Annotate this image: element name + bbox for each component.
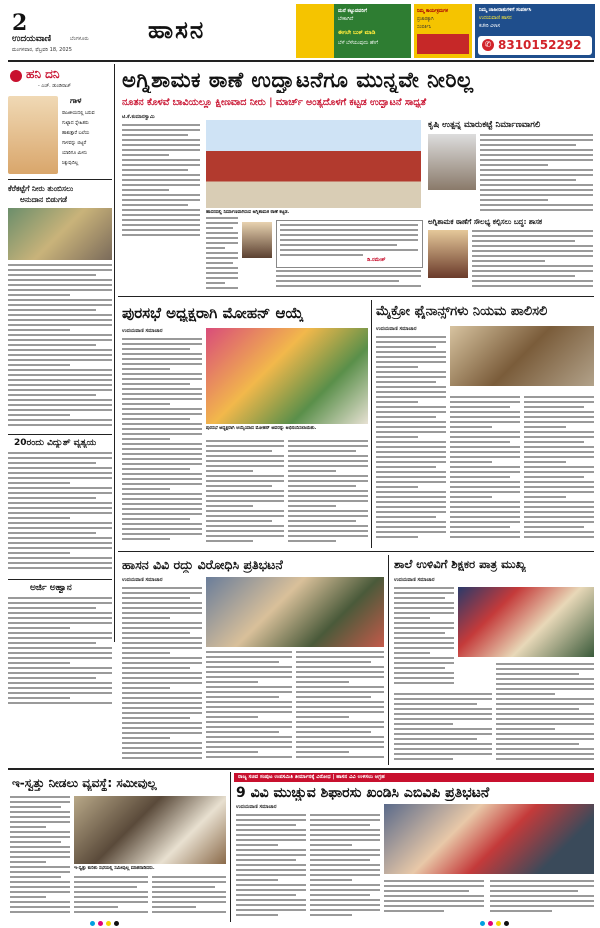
column-divider xyxy=(388,555,389,765)
masthead-rule xyxy=(8,60,594,62)
story4-body xyxy=(8,597,112,707)
micro-body-col3 xyxy=(524,396,594,544)
mohan-caption: ಪುರಸಭೆ ಅಧ್ಯಕ್ಷರಾಗಿ ಆಯ್ಕೆಯಾದ ಮೋಹನ್ ಅವರನ್ನು ಅಭಿನಂದಿಸಲಾಯಿತು. xyxy=(206,426,317,431)
school-byline: ಉದಯವಾಣಿ ಸಮಾಚಾರ xyxy=(394,577,435,583)
lead-photo-caption: ಹಾಸನದಲ್ಲಿ ನಿರ್ಮಾಣವಾಗಿರುವ ಅಗ್ನಿಶಾಮಕ ಠಾಣೆ ಕಟ್ಟಡ. xyxy=(206,210,290,215)
quote-text xyxy=(280,224,418,258)
ad1-line-2: ಬೇಕಾಗಿದೆ xyxy=(338,16,354,22)
story-vv xyxy=(118,555,386,795)
divider xyxy=(118,551,594,552)
column-divider xyxy=(114,64,115,642)
abvp-kicker: ರಾಜ್ಯ ಸಚಿವ ಸಂಪುಟ ಉಪಸಮಿತಿ ತೀರ್ಮಾನಕ್ಕೆ ವಿರೋಧ | ಹಾಸನ ವಿವಿ ಉಳಿಸಲು ಆಗ್ರಹ xyxy=(234,773,594,782)
reg-dot-yellow-2 xyxy=(496,921,501,926)
column-divider xyxy=(230,772,231,922)
story2-headline-2: ಅನುದಾನ ಬಿಡುಗಡೆ xyxy=(20,195,68,204)
ad-phone-box xyxy=(478,36,592,55)
lead-subheadline: ನೂತನ ಕೊಳವೆ ಬಾವಿಯಲ್ಲೂ ಕ್ಷೀಣವಾದ ನೀರು | ಮಾರ್ಚ್ ಅಂತ್ಯದೊಳಗೆ ಕಟ್ಟಡ ಉದ್ಘಾಟನೆ ಸಾಧ್ಯತೆ xyxy=(122,97,427,108)
side-portrait-1 xyxy=(428,134,476,190)
edition-label: ಬೆಂಗಳೂರು xyxy=(70,36,89,42)
abvp-body-col2 xyxy=(310,814,380,918)
reg-dot-yellow xyxy=(106,921,111,926)
estate-headline: ಇ-ಸ್ವತ್ತು ನೀಡಲು ವ್ಯವಸ್ಥೆ: ಸಮೀವುಲ್ಲ xyxy=(12,776,157,790)
abvp-headline: 9 ವಿವಿ ಮುಚ್ಚುವ ಶಿಫಾರಸು ಖಂಡಿಸಿ ಎಬಿವಿಪಿ ಪ್ರತಿಭಟನೆ xyxy=(236,785,490,801)
reg-dot-magenta-2 xyxy=(488,921,493,926)
ad2-line-1: ನಿಮ್ಮ ಕಾರ್ಯಕ್ರಮಗಳ xyxy=(417,9,449,14)
vv-body-col3 xyxy=(296,651,384,761)
phone-icon: ✆ xyxy=(482,39,494,51)
reg-dot-black xyxy=(114,921,119,926)
story-estate xyxy=(8,772,228,922)
mohan-body-col2 xyxy=(206,440,284,545)
school-body-col3 xyxy=(496,663,594,763)
ad1-line-3: ಈಗಲೇ ಬುಕ್ ಮಾಡಿ xyxy=(338,30,376,36)
quote-portrait xyxy=(242,222,272,258)
ad-phone-number: 8310152292 xyxy=(498,38,582,52)
ad-blue-phone xyxy=(475,4,595,58)
school-body-col2 xyxy=(394,693,492,763)
estate-body-col1 xyxy=(10,796,70,916)
side-body-2 xyxy=(472,230,593,290)
poem-line-1: ರಾಜಕೀಯದಲ್ಲಿ ಬರುವ xyxy=(62,111,95,116)
poem-line-2: ಗುಟ್ಟಾದ ಸ್ನೇಹಿತರು xyxy=(62,121,89,126)
estate-body-col3 xyxy=(152,876,226,916)
lead-body-col3 xyxy=(276,270,421,292)
lead-body-col1 xyxy=(122,124,200,239)
divider xyxy=(8,434,112,435)
reg-dot-black-2 xyxy=(504,921,509,926)
page-number: 2 xyxy=(12,10,28,36)
lead-body-col2 xyxy=(206,217,238,292)
story-mohan xyxy=(118,300,368,548)
mohan-body-col1 xyxy=(122,338,202,543)
column-divider xyxy=(371,300,372,548)
abvp-photo xyxy=(384,804,594,874)
poem-title: ಗಾಳ xyxy=(70,96,82,105)
poem-line-5: ಯಾರಿಗೂ ಮೀನು xyxy=(62,151,88,156)
vv-byline: ಉದಯವಾಣಿ ಸಮಾಚಾರ xyxy=(122,577,163,583)
story3-body xyxy=(8,452,112,572)
mohan-photo xyxy=(206,328,368,424)
quote-name: ಡಿ.ರಮೇಶ್ xyxy=(367,257,386,263)
estate-body-col2 xyxy=(74,876,148,916)
ad3-line-2: ಉದಯವಾಣಿ ಹಾಸನ xyxy=(479,16,512,21)
school-headline: ಶಾಲೆ ಉಳಿವಿಗೆ ಶಿಕ್ಷಕರ ಪಾತ್ರ ಮುಖ್ಯ xyxy=(394,557,526,571)
reg-dot-cyan xyxy=(90,921,95,926)
lead-story xyxy=(118,64,594,294)
divider xyxy=(118,296,594,297)
school-photo xyxy=(458,587,594,657)
story-micro xyxy=(374,300,594,548)
lead-headline: ಅಗ್ನಿಶಾಮಕ ಠಾಣೆ ಉದ್ಘಾಟನೆಗೂ ಮುನ್ನವೇ ನೀರಿಲ್ಲ xyxy=(122,68,474,92)
divider xyxy=(8,768,594,770)
poem-line-4: ಗಾಳವನ್ನು ಬಿಟ್ಟರೆ xyxy=(62,141,87,146)
masthead xyxy=(0,0,600,60)
ad2-line-2: ಪ್ರಚಾರಕ್ಕಾಗಿ xyxy=(417,17,434,22)
mohan-byline: ಉದಯವಾಣಿ ಸಮಾಚಾರ xyxy=(122,328,163,334)
abvp-body-col4 xyxy=(490,880,594,918)
micro-headline: ಮೈಕ್ರೋ ಫೈನಾನ್ಸ್‌ಗಳು ನಿಯಮ ಪಾಲಿಸಲಿ xyxy=(376,304,548,319)
section-title: ಹಾಸನ xyxy=(148,16,206,44)
abvp-body-col1 xyxy=(236,814,306,918)
abvp-body-col3 xyxy=(384,880,484,918)
estate-photo xyxy=(74,796,226,864)
story3-headline: 20ರಂದು ವಿದ್ಯುತ್ ವ್ಯತ್ಯಯ xyxy=(14,438,97,448)
mohan-body-col3 xyxy=(288,440,368,545)
micro-body-col2 xyxy=(450,396,520,544)
vv-body-col2 xyxy=(206,651,292,761)
hanidani-logo-icon xyxy=(10,70,22,82)
story2-photo xyxy=(8,208,112,260)
poem-illustration xyxy=(8,96,58,174)
ad-green-farm xyxy=(296,4,411,58)
ad3-line-3: ಕಚೇರಿ ವಿಳಾಸ xyxy=(479,24,501,29)
paper-name: ಉದಯವಾಣಿ xyxy=(12,34,52,44)
story-school xyxy=(392,555,594,765)
divider xyxy=(8,579,112,580)
estate-caption: ಇ-ಸ್ವತ್ತು ಕುರಿತು ಸಭೆಯಲ್ಲಿ ಸಮೀವುಲ್ಲ ಮಾತನಾಡಿದರು. xyxy=(74,866,155,871)
divider xyxy=(8,179,112,180)
poem-line-6: ಸಿಕ್ಕುವುದಿಲ್ಲ xyxy=(62,161,79,166)
left-column xyxy=(8,64,112,864)
abvp-byline: ಉದಯವಾಣಿ ಸಮಾಚಾರ xyxy=(236,804,277,810)
lead-photo xyxy=(206,120,421,208)
side-headline-market: ಕೃಷಿ ಉತ್ಪನ್ನ ಮಾರುಕಟ್ಟೆ ನಿರ್ಮಾಣವಾಗಲಿ xyxy=(428,120,541,130)
ad2-line-3: ಸಂಪರ್ಕಿಸಿ xyxy=(417,25,432,30)
poem-line-3: ಹಾಕುತ್ತಾರೆ ಬಲೆಯ xyxy=(62,131,90,136)
registration-marks xyxy=(90,921,510,927)
story4-headline: ಅರ್ಜಿ ಅಹ್ವಾನ xyxy=(30,583,72,593)
hanidani-author: - ಎಚ್. ಡುಂಡಿರಾಜ್ xyxy=(38,84,71,89)
story2-body xyxy=(8,264,112,429)
hanidani-brand: ಹನಿ ದನಿ xyxy=(26,67,60,81)
side-portrait-2 xyxy=(428,230,468,278)
vv-photo xyxy=(206,577,384,647)
ad1-line-4: ಬೆಳೆ ಬೆಳೆಯುವುದು ಹೇಗೆ xyxy=(338,40,378,46)
reg-dot-cyan-2 xyxy=(480,921,485,926)
micro-byline: ಉದಯವಾಣಿ ಸಮಾಚಾರ xyxy=(376,326,417,332)
ad-yellow xyxy=(414,4,472,58)
micro-photo xyxy=(450,326,594,386)
reg-dot-magenta xyxy=(98,921,103,926)
quote-box xyxy=(276,220,423,268)
story2-headline-1: ಕೆರೆಕಟ್ಟೆಗೆ ನೀರು ತುಂಬಿಸಲು xyxy=(8,184,74,193)
vv-headline: ಹಾಸನ ವಿವಿ ರದ್ದು ವಿರೋಧಿಸಿ ಪ್ರತಿಭಟನೆ xyxy=(122,557,283,572)
story-abvp xyxy=(234,772,594,922)
side-headline-fire: ಅಗ್ನಿಶಾಮಕ ಠಾಣೆಗೆ ಸೌಲಭ್ಯ ಕಲ್ಪಿಸಲು ಬದ್ಧ: ಶಾಸಕ xyxy=(428,218,543,226)
micro-body-col1 xyxy=(376,336,446,544)
ad3-line-1: ನಿಮ್ಮ ಜಾಹೀರಾತುಗಳಿಗೆ ಸಂಪರ್ಕಿಸಿ xyxy=(479,8,532,13)
mohan-headline: ಪುರಸಭೆ ಅಧ್ಯಕ್ಷರಾಗಿ ಮೋಹನ್ ಆಯ್ಕೆ xyxy=(122,304,304,322)
side-body-1 xyxy=(480,134,593,214)
date-line: ಮಂಗಳವಾರ, ಫೆಬ್ರವರಿ 18, 2025 xyxy=(12,47,72,53)
vv-body-col1 xyxy=(122,587,202,762)
ad1-line-1: ಮನೆ ಕಟ್ಟುವವರಿಗೆ xyxy=(338,8,367,14)
lead-byline: ಟಿ.ಕೆ.ಕುಮಾರಸ್ವಾಮಿ xyxy=(122,114,155,120)
school-body-col1 xyxy=(394,587,454,687)
